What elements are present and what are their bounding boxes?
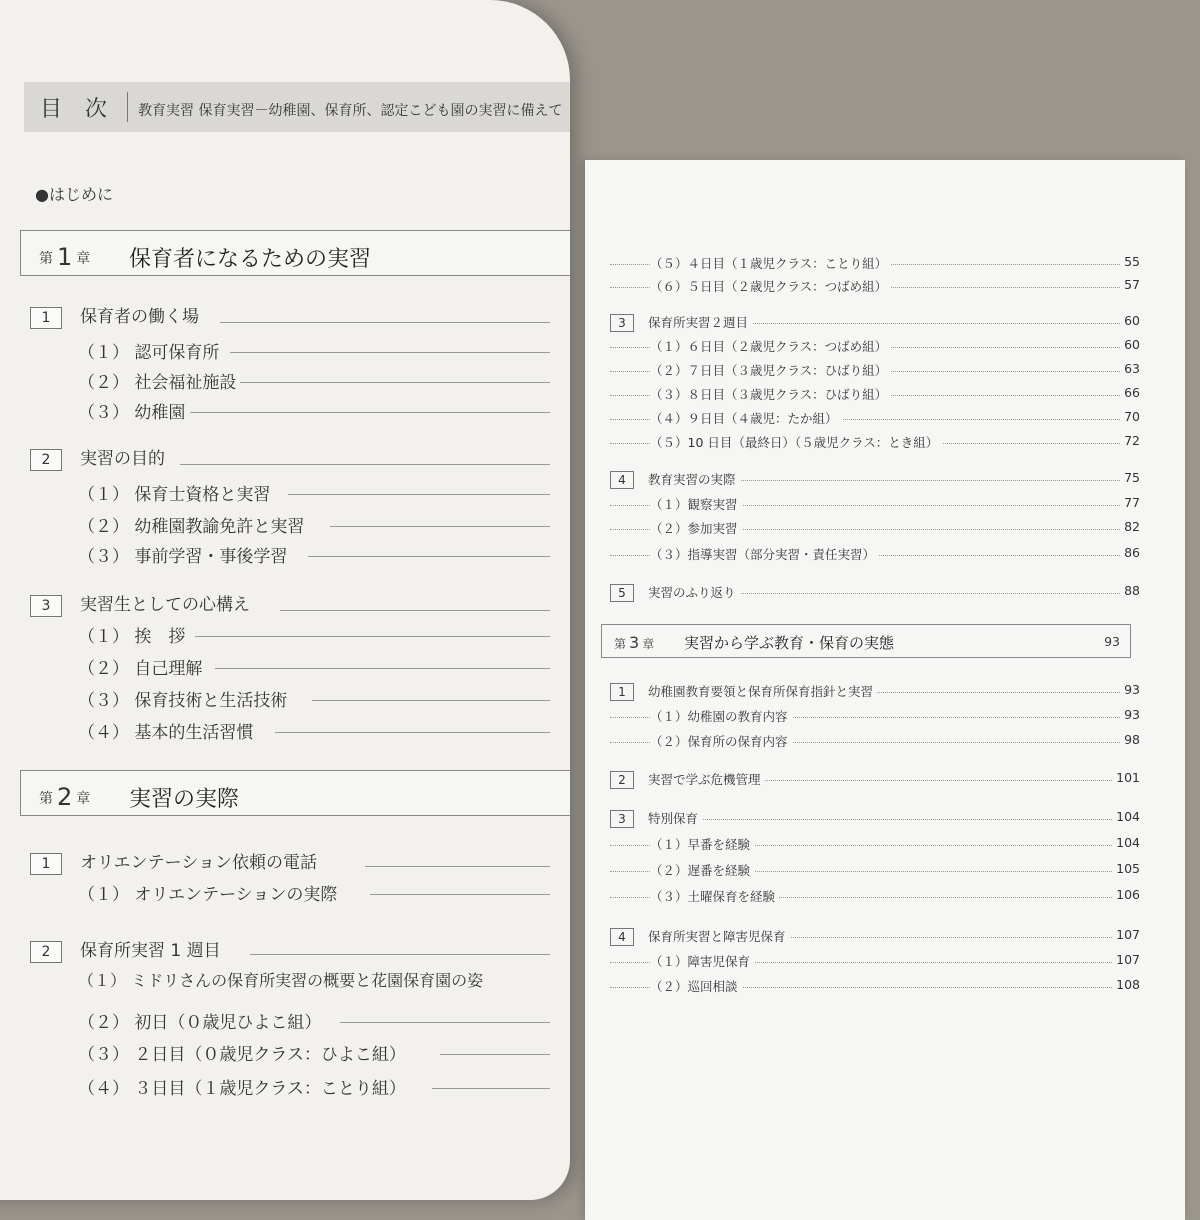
leader-line xyxy=(220,322,550,323)
chapter-number: 第 1 章 xyxy=(39,243,91,271)
leader-line xyxy=(340,1022,550,1023)
section-heading: 1 保育者の働く場 xyxy=(30,302,199,329)
toc-entry: （５）４日目（１歳児クラス：ことり組） 55 xyxy=(610,254,1140,274)
subsection-entry: （１） オリエンテーションの実際 xyxy=(78,885,338,905)
section-heading: 2 実習の目的 xyxy=(30,444,165,471)
toc-entry: （６）５日目（２歳児クラス：つばめ組） 57 xyxy=(610,277,1140,297)
subsection-entry: （２） 自己理解 xyxy=(78,659,203,679)
leader-line xyxy=(250,954,550,955)
chapter-title: 実習から学ぶ教育・保育の実態 xyxy=(684,634,895,652)
subsection-entry: （１） 保育士資格と実習 xyxy=(78,485,271,505)
leader-line xyxy=(370,894,550,895)
leader-line xyxy=(308,556,550,557)
toc-entry: （３）８日目（３歳児クラス：ひばり組） 66 xyxy=(610,385,1140,405)
toc-entry: （５）10 日目（最終日）（５歳児クラス：とき組） 72 xyxy=(610,433,1140,453)
subsection-entry: （１） ミドリさんの保育所実習の概要と花園保育園の姿 xyxy=(78,971,484,990)
left-page xyxy=(0,0,570,1200)
chapter-3-heading xyxy=(601,624,1131,658)
right-page xyxy=(585,160,1185,1220)
toc-divider xyxy=(127,92,128,122)
toc-entry: （２）巡回相談 108 xyxy=(610,977,1140,997)
toc-section-entry: 3 保育所実習２週目 60 xyxy=(610,313,1140,333)
leader-line xyxy=(288,494,550,495)
subsection-entry: （４） 基本的生活習慣 xyxy=(78,723,254,743)
book-subtitle: 教育実習 保育実習－幼稚園、保育所、認定こども園の実習に備えて xyxy=(138,103,563,119)
leader-line xyxy=(240,382,550,383)
subsection-entry: （３） 保育技術と生活技術 xyxy=(78,691,288,711)
leader-line xyxy=(330,526,550,527)
toc-section-entry: 1 幼稚園教育要領と保育所保育指針と実習 93 xyxy=(610,682,1140,702)
toc-entry: （３）指導実習（部分実習・責任実習） 86 xyxy=(610,545,1140,565)
toc-section-entry: 4 保育所実習と障害児保育 107 xyxy=(610,927,1140,947)
subsection-entry: （２） 初日（０歳児ひよこ組） xyxy=(78,1013,322,1033)
toc-section-entry: 4 教育実習の実際 75 xyxy=(610,470,1140,490)
subsection-entry: （１） 認可保育所 xyxy=(78,343,220,363)
chapter-page: 93 xyxy=(1104,634,1120,649)
toc-section-entry: 3 特別保育 104 xyxy=(610,809,1140,829)
leader-line xyxy=(365,866,550,867)
toc-title: 目 次 xyxy=(40,97,115,122)
leader-line xyxy=(230,352,550,353)
section-heading: 2 保育所実習 1 週目 xyxy=(30,936,221,963)
leader-line xyxy=(440,1054,550,1055)
leader-line xyxy=(180,464,550,465)
subsection-entry: （１） 挨 拶 xyxy=(78,627,186,647)
toc-entry: （１）早番を経験 104 xyxy=(610,835,1140,855)
chapter-1-heading xyxy=(20,230,570,276)
toc-entry: （２）７日目（３歳児クラス：ひばり組） 63 xyxy=(610,361,1140,381)
toc-entry: （２）参加実習 82 xyxy=(610,519,1140,539)
leader-line xyxy=(190,412,550,413)
subsection-entry: （２） 幼稚園教諭免許と実習 xyxy=(78,517,305,537)
toc-entry: （２）保育所の保育内容 98 xyxy=(610,732,1140,752)
leader-line xyxy=(215,668,550,669)
leader-line xyxy=(275,732,550,733)
leader-line xyxy=(312,700,550,701)
leader-line xyxy=(195,636,550,637)
section-heading: 1 オリエンテーション依頼の電話 xyxy=(30,848,317,875)
subsection-entry: （３） 事前学習・事後学習 xyxy=(78,547,288,567)
toc-section-entry: 2 実習で学ぶ危機管理 101 xyxy=(610,770,1140,790)
toc-entry: （２）遅番を経験 105 xyxy=(610,861,1140,881)
chapter-2-heading xyxy=(20,770,570,816)
leader-line xyxy=(432,1088,550,1089)
subsection-entry: （２） 社会福祉施設 xyxy=(78,373,237,393)
chapter-number: 第 2 章 xyxy=(39,783,91,811)
toc-entry: （１）６日目（２歳児クラス：つばめ組） 60 xyxy=(610,337,1140,357)
chapter-number: 第 3 章 xyxy=(614,633,655,652)
chapter-title: 実習の実際 xyxy=(129,787,240,812)
toc-section-entry: 5 実習のふり返り 88 xyxy=(610,583,1140,603)
subsection-entry: （４） ３日目（１歳児クラス：ことり組） xyxy=(78,1079,406,1099)
toc-entry: （１）観察実習 77 xyxy=(610,495,1140,515)
subsection-entry: （３） 幼稚園 xyxy=(78,403,186,423)
toc-entry: （１）障害児保育 107 xyxy=(610,952,1140,972)
toc-entry: （４）９日目（４歳児：たか組） 70 xyxy=(610,409,1140,429)
toc-entry: （３）土曜保育を経験 106 xyxy=(610,887,1140,907)
section-heading: 3 実習生としての心構え xyxy=(30,590,250,617)
chapter-title: 保育者になるための実習 xyxy=(129,247,372,272)
toc-entry: （１）幼稚園の教育内容 93 xyxy=(610,707,1140,727)
leader-line xyxy=(280,610,550,611)
subsection-entry: （３） ２日目（０歳児クラス：ひよこ組） xyxy=(78,1045,406,1065)
intro-entry: ●はじめに xyxy=(35,185,113,204)
